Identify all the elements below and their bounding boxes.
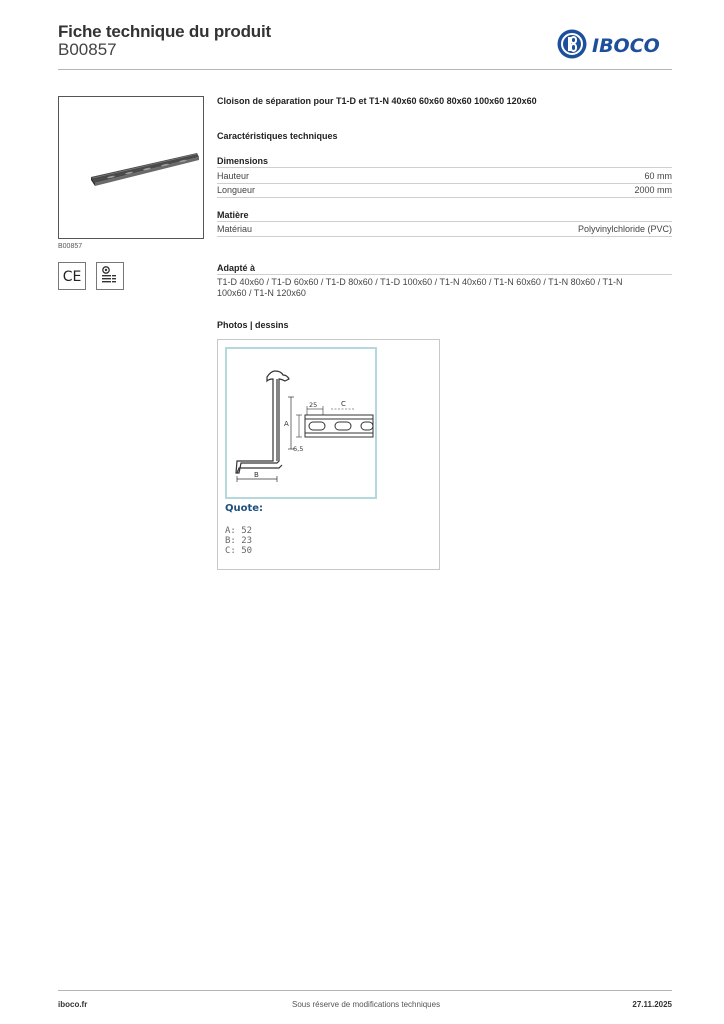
- label-25: 25: [309, 401, 318, 409]
- quote-title: Quote:: [225, 503, 264, 514]
- dimension-row-height: [217, 171, 672, 184]
- material-row: [217, 224, 672, 237]
- ce-mark-icon: [59, 263, 85, 289]
- label-c: C: [341, 400, 346, 408]
- row-label: Matériau: [217, 224, 253, 234]
- image-caption-code: B00857: [58, 243, 83, 250]
- product-description: Cloison de séparation pour T1-D et T1-N 40x60 60x60 80x60 100x60 120x60: [217, 96, 537, 106]
- iboco-logo[interactable]: [556, 28, 672, 60]
- ce-mark-badge: [58, 262, 86, 290]
- photos-heading: Photos | dessins: [217, 320, 289, 330]
- characteristics-heading: Caractéristiques techniques: [217, 131, 338, 141]
- footer-website-link[interactable]: iboco.fr: [58, 1000, 88, 1009]
- label-a: A: [284, 420, 289, 428]
- row-value: Polyvinylchloride (PVC): [577, 224, 672, 234]
- profile-drawing: [227, 349, 375, 497]
- adapted-models-line-1: T1-D 40x60 / T1-D 60x60 / T1-D 80x60 / T1-D 100x60 / T1-N 40x60 / T1-N 60x60 / T1-N 80x60 / T1-N: [217, 277, 623, 287]
- logo-text: IBOCO: [592, 35, 660, 57]
- technical-drawing: [225, 347, 377, 499]
- page-footer: [58, 990, 672, 1016]
- row-label: Hauteur: [217, 171, 250, 181]
- adapted-heading: Adapté à: [217, 263, 256, 273]
- separator-strip-illustration: [59, 97, 203, 238]
- label-b: B: [254, 471, 259, 479]
- product-image: [58, 96, 204, 239]
- quote-b: B: 23: [225, 536, 253, 546]
- row-value: 2000 mm: [634, 185, 672, 195]
- documentation-icon: [97, 263, 123, 289]
- row-label: Longueur: [217, 185, 256, 195]
- row-value: 60 mm: [644, 171, 672, 181]
- technical-drawing-panel: [217, 339, 440, 570]
- ce-mark-text: CE: [62, 269, 82, 285]
- page-header: [58, 20, 672, 70]
- documentation-badge: [96, 262, 124, 290]
- label-6-5: 6,5: [293, 445, 304, 453]
- material-divider: [217, 221, 672, 222]
- material-heading: Matière: [217, 210, 249, 220]
- footer-date: 27.11.2025: [632, 1000, 672, 1009]
- page-title: Fiche technique du produit: [58, 22, 271, 41]
- dimension-row-length: [217, 185, 672, 198]
- adapted-models-line-2: 100x60 / T1-N 120x60: [217, 288, 306, 298]
- quote-a: A: 52: [225, 526, 253, 536]
- quote-c: C: 50: [225, 546, 253, 556]
- footer-disclaimer: Sous réserve de modifications techniques: [292, 1000, 441, 1009]
- dimensions-divider: [217, 167, 672, 168]
- adapted-divider: [217, 274, 672, 275]
- dimensions-heading: Dimensions: [217, 156, 269, 166]
- product-code: B00857: [58, 40, 117, 59]
